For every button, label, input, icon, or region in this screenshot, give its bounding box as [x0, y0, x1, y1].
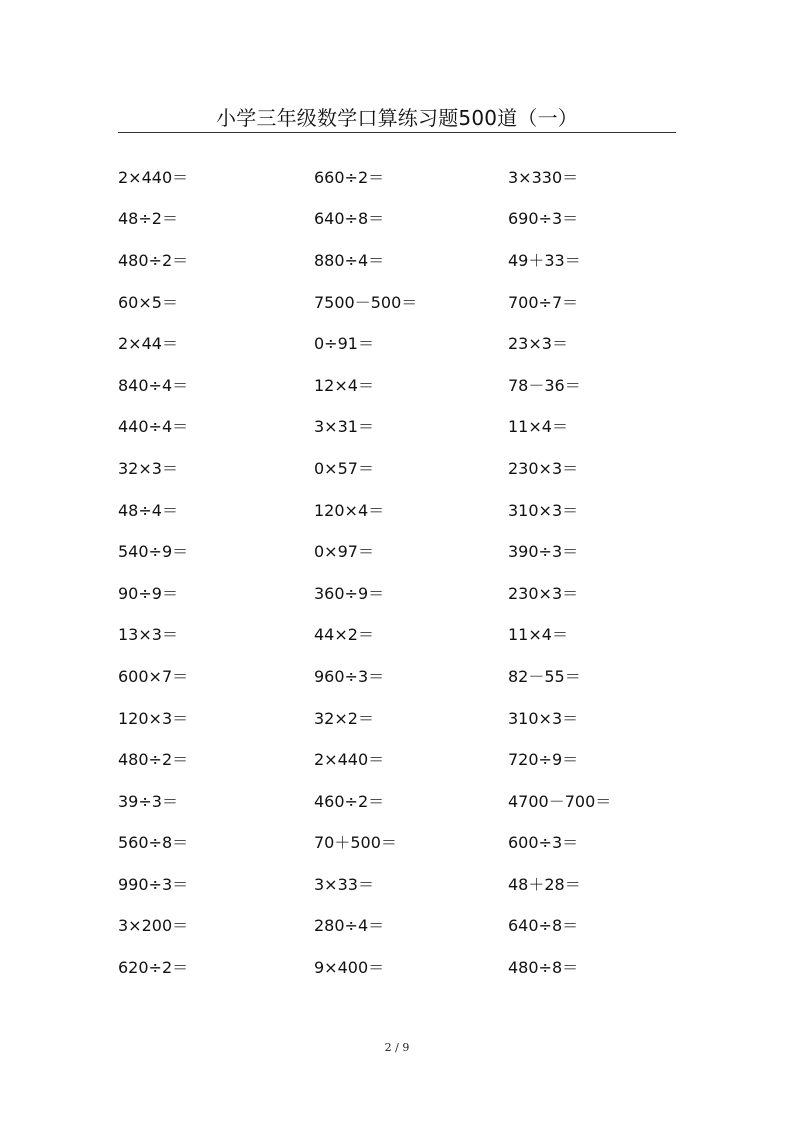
math-problem: 48÷4＝: [118, 500, 178, 520]
math-problem: 90÷9＝: [118, 583, 178, 603]
math-problem: 78－36＝: [508, 375, 581, 395]
math-problem: 600×7＝: [118, 666, 189, 686]
math-problem: 230×3＝: [508, 583, 579, 603]
math-problem: 9×400＝: [314, 958, 385, 978]
math-problem: 3×31＝: [314, 417, 374, 437]
problem-row: [118, 864, 678, 906]
math-problem: 480÷2＝: [118, 250, 189, 270]
problem-row: [118, 323, 678, 365]
math-problem: 12×4＝: [314, 375, 374, 395]
problem-row: [118, 157, 678, 199]
problem-row: [118, 947, 678, 989]
math-problem: 120×3＝: [118, 708, 189, 728]
math-problem: 70＋500＝: [314, 833, 397, 853]
math-problem: 48÷2＝: [118, 209, 178, 229]
math-problem: 2×44＝: [118, 334, 178, 354]
problem-grid: [118, 157, 678, 989]
math-problem: 82－55＝: [508, 666, 581, 686]
math-problem: 440÷4＝: [118, 417, 189, 437]
problem-row: [118, 781, 678, 823]
math-problem: 7500－500＝: [314, 292, 418, 312]
math-problem: 4700－700＝: [508, 791, 612, 811]
math-problem: 600÷3＝: [508, 833, 579, 853]
math-problem: 700÷7＝: [508, 292, 579, 312]
problem-row: [118, 739, 678, 781]
problem-row: [118, 240, 678, 282]
math-problem: 480÷2＝: [118, 750, 189, 770]
math-problem: 0÷91＝: [314, 334, 374, 354]
math-problem: 560÷8＝: [118, 833, 189, 853]
math-problem: 48＋28＝: [508, 874, 581, 894]
math-problem: 620÷2＝: [118, 958, 189, 978]
math-problem: 32×3＝: [118, 458, 178, 478]
math-problem: 49＋33＝: [508, 250, 581, 270]
math-problem: 720÷9＝: [508, 750, 579, 770]
problem-row: [118, 365, 678, 407]
math-problem: 310×3＝: [508, 708, 579, 728]
problem-row: [118, 906, 678, 948]
math-problem: 3×200＝: [118, 916, 189, 936]
math-problem: 2×440＝: [314, 750, 385, 770]
math-problem: 990÷3＝: [118, 874, 189, 894]
math-problem: 44×2＝: [314, 625, 374, 645]
problem-row: [118, 573, 678, 615]
problem-row: [118, 199, 678, 241]
math-problem: 23×3＝: [508, 334, 568, 354]
math-problem: 0×97＝: [314, 542, 374, 562]
problem-row: [118, 698, 678, 740]
problem-row: [118, 407, 678, 449]
math-problem: 640÷8＝: [508, 916, 579, 936]
math-problem: 390÷3＝: [508, 542, 579, 562]
math-problem: 640÷8＝: [314, 209, 385, 229]
math-problem: 13×3＝: [118, 625, 178, 645]
math-problem: 39÷3＝: [118, 791, 178, 811]
problem-row: [118, 615, 678, 657]
problem-row: [118, 282, 678, 324]
math-problem: 690÷3＝: [508, 209, 579, 229]
math-problem: 840÷4＝: [118, 375, 189, 395]
math-problem: 660÷2＝: [314, 167, 385, 187]
title-underline: [118, 132, 676, 133]
problem-row: [118, 531, 678, 573]
math-problem: 2×440＝: [118, 167, 189, 187]
math-problem: 310×3＝: [508, 500, 579, 520]
math-problem: 0×57＝: [314, 458, 374, 478]
problem-row: [118, 823, 678, 865]
math-problem: 960÷3＝: [314, 666, 385, 686]
math-problem: 120×4＝: [314, 500, 385, 520]
math-problem: 11×4＝: [508, 625, 568, 645]
math-problem: 230×3＝: [508, 458, 579, 478]
math-problem: 280÷4＝: [314, 916, 385, 936]
math-problem: 11×4＝: [508, 417, 568, 437]
math-problem: 3×33＝: [314, 874, 374, 894]
math-problem: 460÷2＝: [314, 791, 385, 811]
problem-row: [118, 490, 678, 532]
problem-row: [118, 656, 678, 698]
math-problem: 360÷9＝: [314, 583, 385, 603]
worksheet-title: 小学三年级数学口算练习题500道（一）: [216, 106, 578, 130]
math-problem: 880÷4＝: [314, 250, 385, 270]
math-problem: 32×2＝: [314, 708, 374, 728]
math-problem: 3×330＝: [508, 167, 579, 187]
page-number: 2 / 9: [384, 1041, 410, 1054]
math-problem: 60×5＝: [118, 292, 178, 312]
math-problem: 480÷8＝: [508, 958, 579, 978]
problem-row: [118, 448, 678, 490]
math-problem: 540÷9＝: [118, 542, 189, 562]
